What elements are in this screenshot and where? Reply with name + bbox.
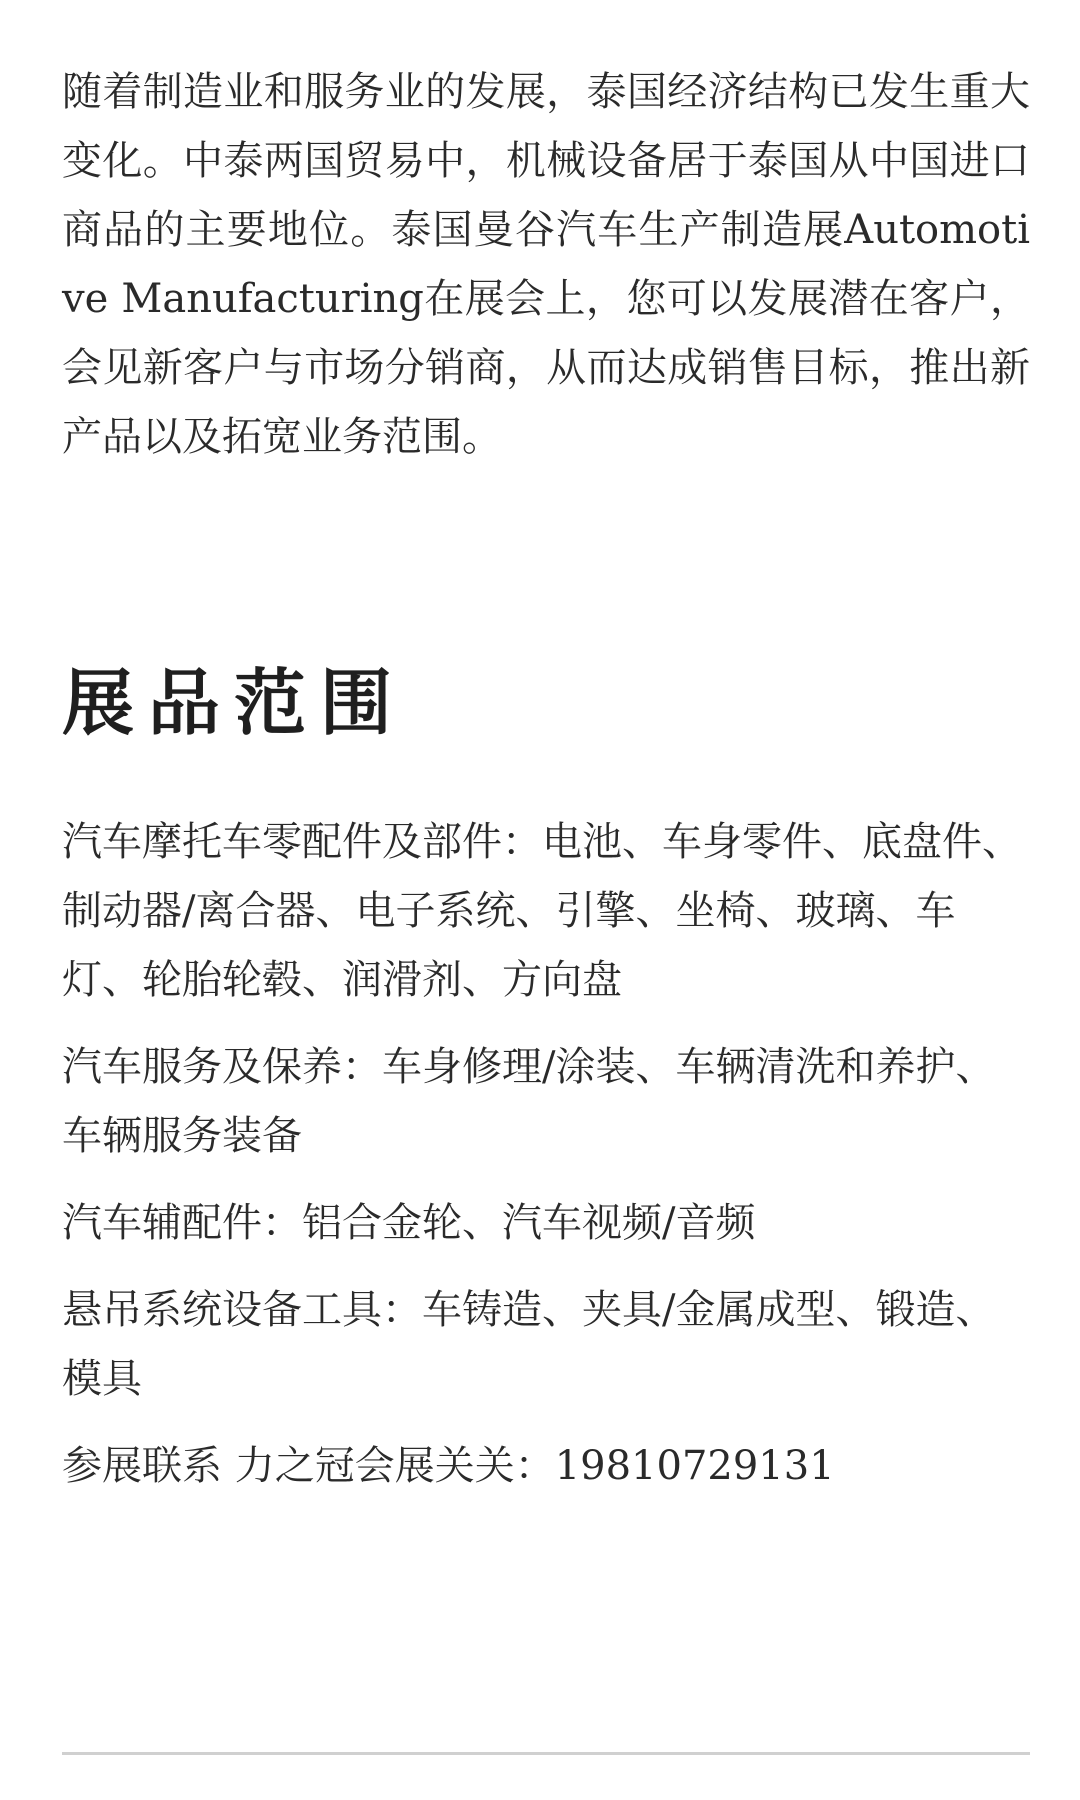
exhibit-scope-list: [62, 808, 1030, 1501]
scope-item-suspension-tools: 悬吊系统设备工具：车铸造、夹具/金属成型、锻造、模具: [62, 1287, 996, 1402]
scope-item-accessories: 汽车辅配件：铝合金轮、汽车视频/音频: [62, 1200, 756, 1246]
intro-paragraph: 随着制造业和服务业的发展，泰国经济结构已发生重大变化。中泰两国贸易中，机械设备居于泰国从中国进口商品的主要地位。泰国曼谷汽车生产制造展Automotive Manufacturing在展会上，您可以发展潜在客户，会见新客户与市场分销商，从而达成销售目标，推出新产品以及拓宽业务范围。: [62, 69, 1030, 460]
section-title: 展品范围: [62, 660, 407, 745]
contact-info: 参展联系 力之冠会展关关：19810729131: [62, 1443, 835, 1489]
divider: [62, 1752, 1030, 1755]
scope-item-service-maintenance: 汽车服务及保养：车身修理/涂装、车辆清洗和养护、车辆服务装备: [62, 1044, 996, 1159]
article-content: [62, 58, 1030, 1519]
scope-item-auto-parts: 汽车摩托车零配件及部件：电池、车身零件、底盘件、制动器/离合器、电子系统、引擎、坐椅、玻璃、车灯、轮胎轮毂、润滑剂、方向盘: [62, 819, 1022, 1003]
